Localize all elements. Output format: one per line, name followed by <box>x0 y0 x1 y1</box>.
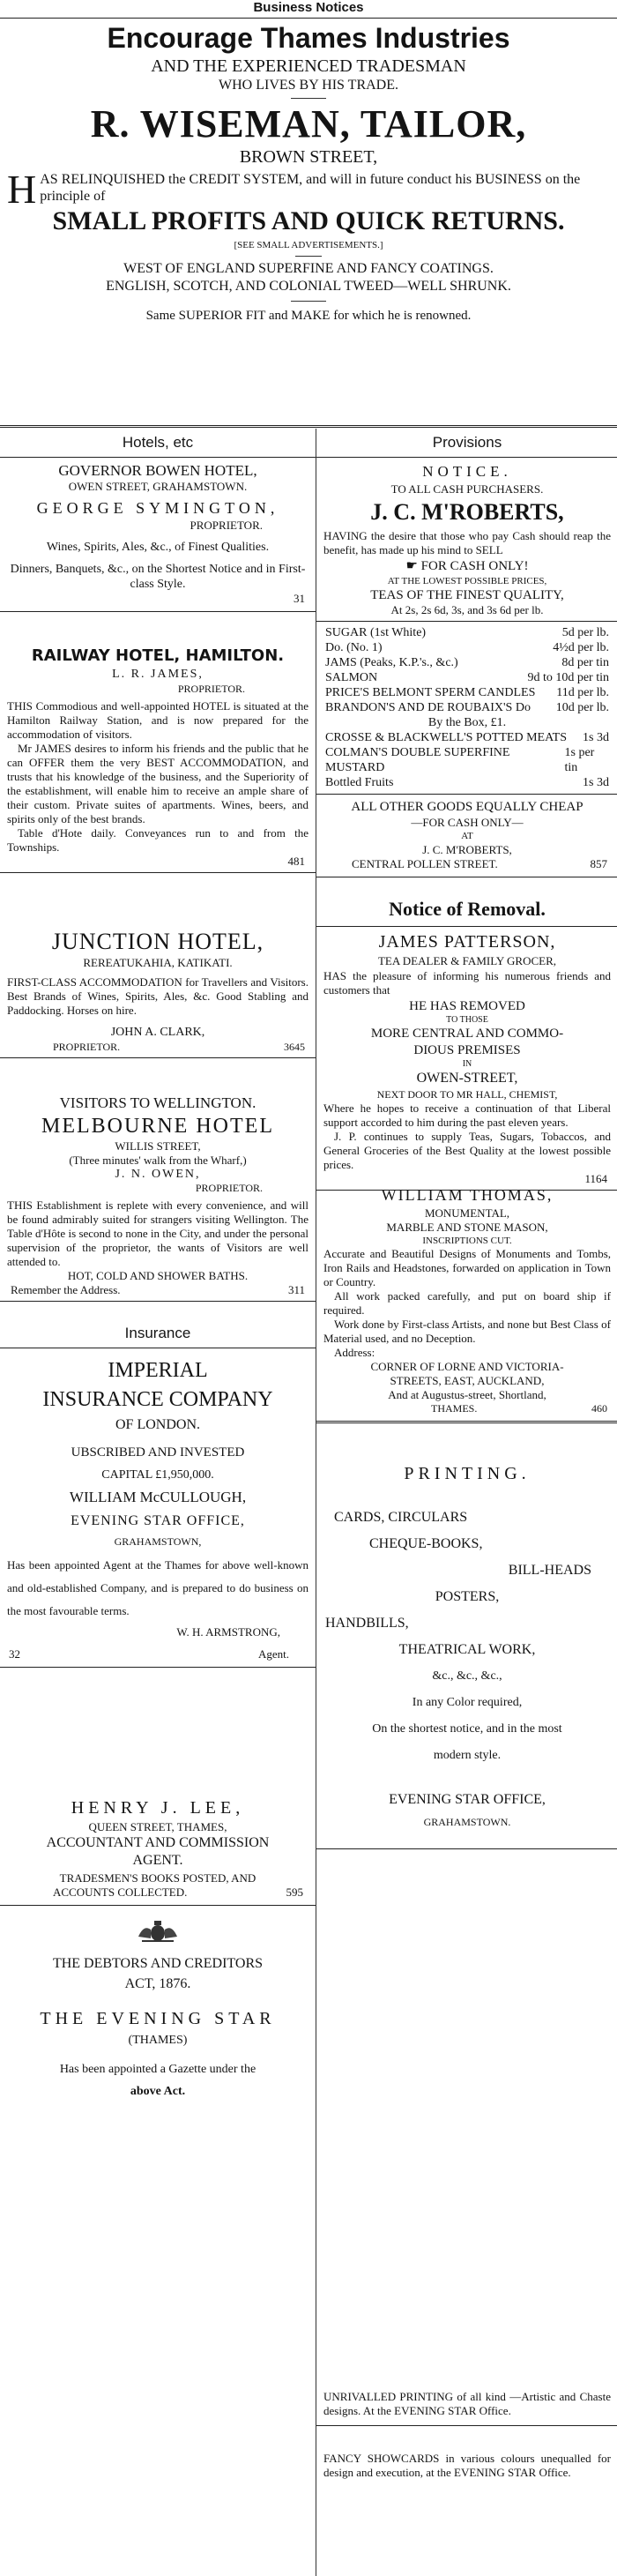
grocer-text: HAVING the desire that those who pay Cash should reap the benefit, has made up his mind to SELL <box>323 529 611 556</box>
ad-number: 857 <box>590 857 607 870</box>
hotel-text: Dinners, Banquets, &c., on the Shortest Notice and in First-class Style. <box>10 563 306 591</box>
thomas-mason-ad <box>316 1183 617 1423</box>
tailor-street: BROWN STREET, <box>239 147 378 167</box>
insurance-text: Has been appointed Agent at the Thames for above well-known and old-established Company, and is prepared to do business on the most favourable terms. <box>7 1558 308 1617</box>
price-item-price: 11d per lb. <box>556 686 609 699</box>
printing-town: GRAHAMSTOWN. <box>423 1816 511 1828</box>
price-row <box>325 625 609 640</box>
printing-item: CHEQUE-BOOKS, <box>369 1536 483 1551</box>
paper-city: (THAMES) <box>128 2034 188 2047</box>
grocer-name: J. C. M'ROBERTS, <box>370 499 564 525</box>
hotel-remember: Remember the Address. <box>11 1283 121 1296</box>
melbourne-hotel-ad <box>0 1094 316 1302</box>
price-item-name: By the Box, £1. <box>427 716 507 729</box>
grocer-trade: TEA DEALER & FAMILY GROCER, <box>377 954 556 967</box>
hotel-text: THIS Commodious and well-appointed HOTEL is situated at the Hamilton Railway Station, and is now prepared for the accommodation of visitors. <box>7 699 308 741</box>
drop-cap: H <box>7 167 37 212</box>
headline-sub1: AND THE EXPERIENCED TRADESMAN <box>151 56 466 76</box>
all-other-goods: ALL OTHER GOODS EQUALLY CHEAP <box>351 800 584 814</box>
hotel-text: THIS Establishment is replete with every convenience, and will be found admirably suited for strangers visiting Wellington. The Table d'Hôte is second to none in the City, and under the personal supervision of the proprietor, the wants of Visitors are well attended to. <box>7 1198 308 1268</box>
price-item-name: CROSSE & BLACKWELL'S POTTED MEATS <box>325 731 567 744</box>
fit-line: Same SUPERIOR FIT and MAKE for which he is renowned. <box>145 309 472 323</box>
hotel-note: (Three minutes' walk from the Wharf,) <box>69 1154 247 1167</box>
price-item-price: 9d to 10d per tin <box>527 671 609 684</box>
tailor-name: R. WISEMAN, TAILOR, <box>90 102 527 146</box>
ad-number: 1164 <box>584 1172 607 1185</box>
ad-number: 481 <box>287 855 305 868</box>
cash-only: FOR CASH ONLY! <box>420 559 529 573</box>
grocer-name-2: J. C. M'ROBERTS, <box>422 843 512 856</box>
teas-line: TEAS OF THE FINEST QUALITY, <box>370 588 564 602</box>
tailor-banner: SMALL PROFITS AND QUICK RETURNS. <box>52 206 565 235</box>
mason-text: Accurate and Beautiful Designs of Monuments and Tombs, Iron Rails and Headstones, forwarded on application in Town or Country. <box>323 1247 611 1288</box>
company-city: OF LONDON. <box>115 1417 200 1432</box>
removal-title: Notice of Removal. <box>389 898 546 920</box>
provisions-heading: Provisions <box>432 434 502 451</box>
premises-2: DIOUS PREMISES <box>413 1043 521 1057</box>
proprietor-role: PROPRIETOR. <box>190 519 263 532</box>
price-row <box>325 775 609 790</box>
hotel-address: OWEN STREET, GRAHAMSTOWN. <box>68 480 248 493</box>
royal-crest-icon <box>135 1919 181 1944</box>
price-row <box>325 715 609 730</box>
agent-name: HENRY J. LEE, <box>71 1798 245 1818</box>
premises-next: NEXT DOOR TO MR HALL, CHEMIST, <box>376 1088 558 1101</box>
price-item-price: 1s 3d <box>583 731 609 744</box>
ad-number: 460 <box>591 1402 607 1415</box>
price-item-price: 8d per tin <box>561 656 609 669</box>
junction-hotel-ad <box>0 928 316 1058</box>
for-cash: —FOR CASH ONLY— <box>411 816 524 829</box>
governor-bowen-ad <box>0 462 316 612</box>
headline: Encourage Thames Industries <box>107 22 510 54</box>
mason-trade: MONUMENTAL, <box>424 1206 510 1220</box>
price-list <box>316 625 617 790</box>
mason-name: WILLIAM THOMAS, <box>381 1186 554 1204</box>
lee-accountant-ad <box>0 1796 316 1906</box>
hotel-name: RAILWAY HOTEL, HAMILTON. <box>31 646 285 665</box>
notice-sub: TO ALL CASH PURCHASERS. <box>390 482 544 496</box>
price-row <box>325 685 609 700</box>
tailor-body-text: AS RELINQUISHED the CREDIT SYSTEM, and will in future conduct his BUSINESS on the principle of <box>40 172 581 204</box>
showcards-ad <box>316 2448 617 2480</box>
grocer-text-2: Where he hopes to receive a continuation of that Liberal support accorded to him during the past eleven years. <box>323 1101 611 1129</box>
price-row <box>325 745 609 775</box>
showcards-text: FANCY SHOWCARDS in various colours unequalled for design and execution, at the EVENING STAR Office. <box>323 2452 611 2479</box>
agent-name: WILLIAM McCULLOUGH, <box>69 1489 247 1505</box>
imperial-insurance-ad <box>0 1356 316 1668</box>
railway-hotel-ad <box>0 646 316 873</box>
printing-item: POSTERS, <box>435 1589 500 1604</box>
ad-number: 3645 <box>284 1041 305 1053</box>
mason-trade-2: MARBLE AND STONE MASON, <box>386 1221 548 1234</box>
proprietor-name: J. N. OWEN, <box>115 1168 201 1181</box>
price-item-name: COLMAN'S DOUBLE SUPERFINE MUSTARD <box>325 746 510 774</box>
price-item-price: 1s 3d <box>583 776 609 789</box>
insurance-heading: Insurance <box>124 1325 191 1341</box>
proprietor-role: PROPRIETOR. <box>53 1041 121 1053</box>
grocer-address: CENTRAL POLLEN STREET. <box>352 857 498 870</box>
premises-street: OWEN-STREET, <box>416 1071 518 1086</box>
hotels-heading: Hotels, etc <box>122 434 194 451</box>
hotel-baths: HOT, COLD AND SHOWER BATHS. <box>67 1269 249 1282</box>
printing-item: THEATRICAL WORK, <box>398 1642 536 1657</box>
printing-item: On the shortest notice, and in the most <box>372 1722 562 1736</box>
printing-item: BILL-HEADS <box>508 1563 591 1578</box>
price-row <box>325 655 609 670</box>
price-item-price: 1s per tin <box>564 746 595 774</box>
price-item-price: 5d per lb. <box>561 626 609 639</box>
act-title: THE DEBTORS AND CREDITORS <box>52 1956 264 1971</box>
price-row <box>325 670 609 685</box>
proprietor-name: JOHN A. CLARK, <box>110 1026 205 1039</box>
mason-address-label: Address: <box>334 1346 375 1359</box>
hotel-name: MELBOURNE HOTEL <box>41 1115 274 1138</box>
premises-1: MORE CENTRAL AND COMMO- <box>370 1027 564 1041</box>
ad-number: 311 <box>287 1283 305 1296</box>
hotel-text: Mr JAMES desires to inform his friends and the public that he can OFFER them the very BEST ACCOMMODATION, and trusts that his knowledge of the business, and the Superiority of the establishment, will enable him to receive an ample share of their custom. Private suites of apartments. Wines, beers, and spirits only of the best brands. <box>7 742 308 825</box>
price-item-price: 10d per lb. <box>555 701 609 714</box>
gazette-text-2: above Act. <box>130 2085 186 2098</box>
mason-address: CORNER OF LORNE AND VICTORIA- <box>370 1360 564 1373</box>
printing-item: In any Color required, <box>412 1696 523 1709</box>
hotel-name: GOVERNOR BOWEN HOTEL, <box>58 462 257 479</box>
act-year: ACT, 1876. <box>124 1976 191 1991</box>
printing-item: &c., &c., &c., <box>432 1669 502 1683</box>
price-row <box>325 700 609 715</box>
company-capital-label: UBSCRIBED AND INVESTED <box>71 1445 245 1460</box>
price-item-name: SALMON <box>325 671 378 684</box>
ad-number: 32 <box>9 1647 20 1661</box>
printing-title: PRINTING. <box>404 1464 531 1483</box>
grocer-name: JAMES PATTERSON, <box>378 932 556 952</box>
hotel-address: WILLIS STREET, <box>115 1139 201 1153</box>
price-item-name: Bottled Fruits <box>325 776 394 789</box>
debtors-act-ad <box>0 1919 316 2103</box>
price-item-name: BRANDON'S AND DE ROUBAIX'S Do <box>325 701 531 714</box>
ad-number: 31 <box>294 592 305 605</box>
removed-line: HE HAS REMOVED <box>409 999 525 1013</box>
at-word: AT <box>461 831 473 841</box>
signatory: W. H. ARMSTRONG, <box>176 1625 280 1639</box>
gazette-text: Has been appointed a Gazette under the <box>59 2063 256 2076</box>
proprietor-name: GEORGE SYMINGTON, <box>36 499 279 517</box>
see-advertisements: [SEE SMALL ADVERTISEMENTS.] <box>234 240 383 250</box>
agent-role: Agent. <box>257 1647 289 1661</box>
agent-services-2: ACCOUNTS COLLECTED. <box>53 1885 188 1899</box>
to-those: TO THOSE <box>446 1015 488 1025</box>
unrivalled-ad <box>316 2385 617 2426</box>
section-title: Business Notices <box>253 0 364 15</box>
printing-ad <box>316 1443 617 1849</box>
agent-services: TRADESMEN'S BOOKS POSTED, AND <box>59 1871 256 1885</box>
company-capital: CAPITAL £1,950,000. <box>101 1468 214 1482</box>
mason-address-2: STREETS, EAST, AUCKLAND, <box>390 1374 545 1387</box>
printing-item: CARDS, CIRCULARS <box>334 1510 468 1525</box>
grocer-text: HAS the pleasure of informing his numerous friends and customers that <box>323 969 611 997</box>
unrivalled-text: UNRIVALLED PRINTING of all kind —Artistic and Chaste designs. At the EVENING STAR Office. <box>323 2390 611 2417</box>
price-item-name: JAMS (Peaks, K.P.'s., &c.) <box>325 656 458 669</box>
mason-text-3: Work done by First-class Artists, and none but Best Class of Material used, and no Deception. <box>323 1318 611 1345</box>
tailor-body <box>7 167 596 212</box>
price-item-name: PRICE'S BELMONT SPERM CANDLES <box>325 686 536 699</box>
printing-office: EVENING STAR OFFICE, <box>389 1792 546 1807</box>
mason-inscriptions: INSCRIPTIONS CUT. <box>422 1236 512 1246</box>
company-name-2: INSURANCE COMPANY <box>42 1388 273 1411</box>
agent-office: EVENING STAR OFFICE, <box>71 1513 245 1528</box>
agent-address: QUEEN STREET, THAMES, <box>88 1820 227 1833</box>
agent-title-2: AGENT. <box>132 1853 183 1868</box>
notice-title: NOTICE. <box>422 463 512 480</box>
price-row <box>325 730 609 745</box>
proprietor-role: PROPRIETOR. <box>177 683 245 695</box>
printing-item: modern style. <box>433 1749 502 1762</box>
in-word: IN <box>462 1059 472 1069</box>
paper-name: THE EVENING STAR <box>40 2009 276 2028</box>
goods-line1: WEST OF ENGLAND SUPERFINE AND FANCY COATINGS. <box>123 261 494 276</box>
mason-text-2: All work packed carefully, and put on board ship if required. <box>323 1289 611 1317</box>
hotel-text: Wines, Spirits, Ales, &c., of Finest Qualities. <box>46 541 270 554</box>
price-item-name: SUGAR (1st White) <box>325 626 427 639</box>
mason-address-3: And at Augustus-street, Shortland, <box>388 1388 546 1401</box>
goods-line2: ENGLISH, SCOTCH, AND COLONIAL TWEED—WELL SHRUNK. <box>106 279 511 294</box>
proprietor-role: PROPRIETOR. <box>195 1182 263 1194</box>
ad-number: 595 <box>286 1885 303 1899</box>
company-name: IMPERIAL <box>108 1359 208 1382</box>
headline-sub2: WHO LIVES BY HIS TRADE. <box>219 78 398 93</box>
tea-prices: At 2s, 2s 6d, 3s, and 3s 6d per lb. <box>390 603 544 616</box>
ad-preheading: VISITORS TO WELLINGTON. <box>59 1094 256 1111</box>
hotel-text: Table d'Hote daily. Conveyances run to and from the Townships. <box>7 826 308 854</box>
pointing-hand-icon: ☛ <box>405 559 418 573</box>
right-column <box>316 429 617 2576</box>
agent-town: GRAHAMSTOWN, <box>114 1535 202 1548</box>
removal-ad <box>316 896 617 1191</box>
hotel-name: JUNCTION HOTEL, <box>51 929 264 954</box>
proprietor-name: L. R. JAMES, <box>112 668 204 681</box>
agent-title: ACCOUNTANT AND COMMISSION <box>46 1835 270 1850</box>
price-row <box>325 640 609 655</box>
mcroberts-ad <box>316 462 617 877</box>
grocer-text-3: J. P. continues to supply Teas, Sugars, Tobaccos, and General Groceries of the Best Quality at the lowest possible prices. <box>323 1130 611 1171</box>
mason-town: THAMES. <box>431 1402 478 1415</box>
hotel-address: REREATUKAHIA, KATIKATI. <box>83 956 233 969</box>
hotel-text: FIRST-CLASS ACCOMMODATION for Travellers and Visitors. Best Brands of Wines, Spirits, Ales, &c. Good Stabling and Paddocking. Horses on hire. <box>7 975 308 1017</box>
printing-item: HANDBILLS, <box>325 1616 409 1631</box>
price-item-name: Do. (No. 1) <box>325 641 383 654</box>
lowest-prices: AT THE LOWEST POSSIBLE PRICES, <box>387 576 547 586</box>
price-item-price: 4½d per lb. <box>553 641 609 654</box>
